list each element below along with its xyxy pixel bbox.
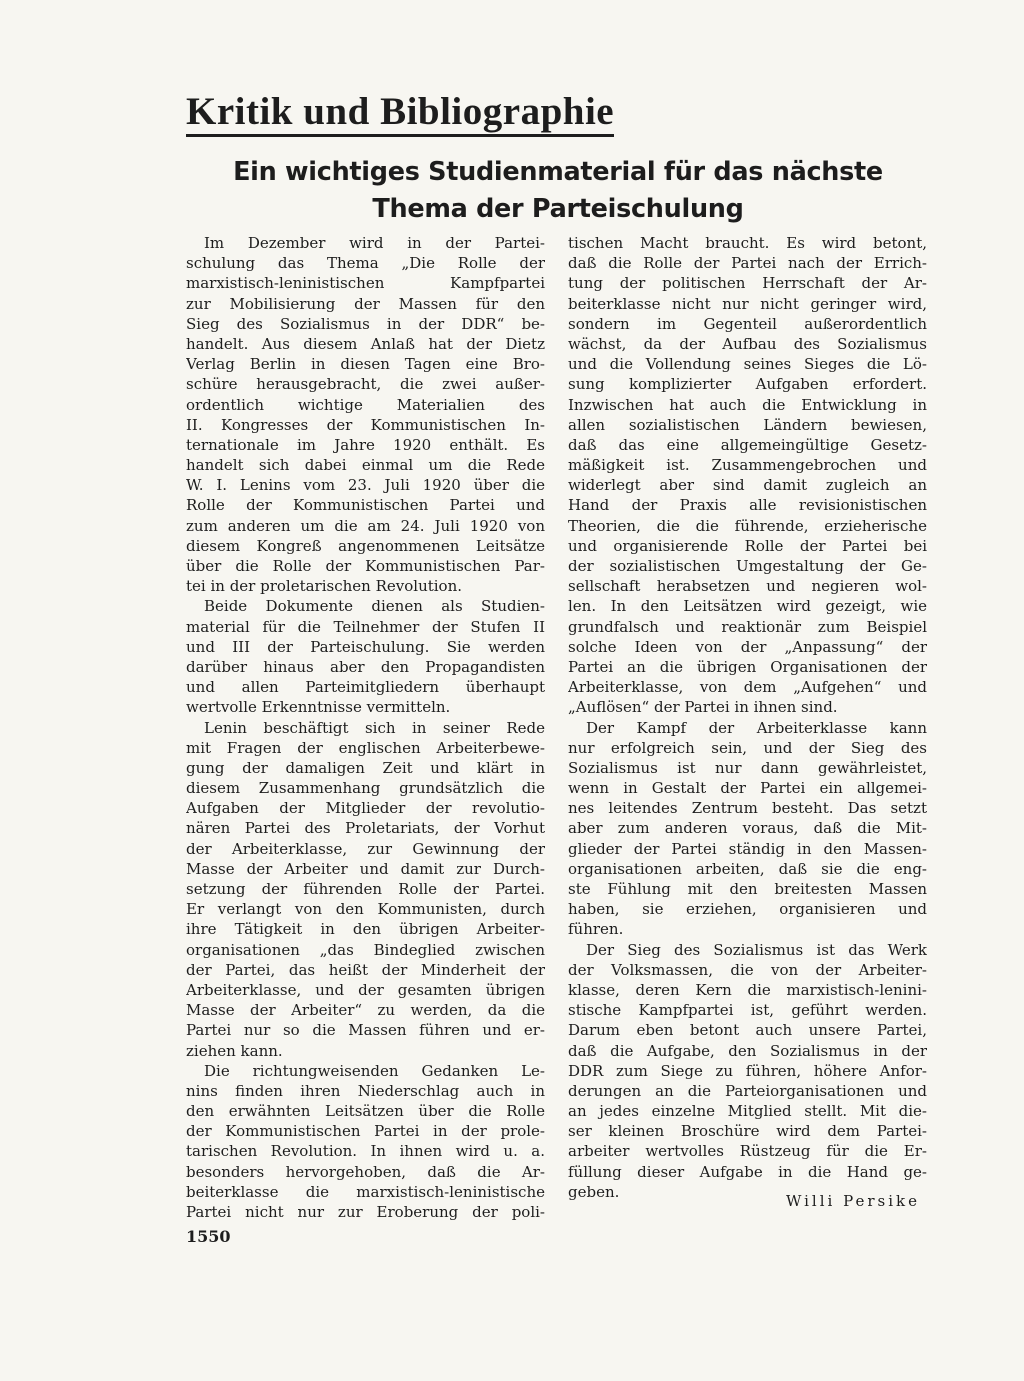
text-line: Er verlangt von den Kommunisten, durch [186,900,545,919]
text-line: der Volksmassen, die von der Arbeiter- [568,960,927,979]
text-line: und organisierende Rolle der Partei bei [568,536,927,555]
text-line: DDR zum Siege zu führen, höhere Anfor- [568,1061,927,1080]
text-line: der Arbeiterklasse, zur Gewinnung der [186,839,545,858]
text-line: tischen Macht braucht. Es wird betont, [568,234,927,252]
text-line: ordentlich wichtige Materialien des [186,395,545,414]
article-title-line-2: Thema der Parteischulung [372,194,744,224]
text-line: daß die Aufgabe, den Sozialismus in der [568,1041,927,1060]
text-line: führen. [568,920,624,939]
text-line: Inzwischen hat auch die Entwicklung in [568,395,927,414]
text-line: widerlegt aber sind damit zugleich an [568,476,927,495]
text-line: schulung das Thema „Die Rolle der [186,254,545,273]
right-text-column [568,233,927,1202]
section-heading: Kritik und Bibliographie [186,92,614,137]
text-line: an jedes einzelne Mitglied stellt. Mit die- [568,1102,927,1121]
text-line: den erwähnten Leitsätzen über die Rolle [186,1102,545,1121]
text-line: der sozialistischen Umgestaltung der Ge- [568,557,927,575]
text-line: allen sozialistischen Ländern bewiesen, [568,415,927,434]
text-line: Darum eben betont auch unsere Partei, [568,1021,927,1040]
text-line: beiterklasse die marxistisch-leninistische [186,1182,545,1201]
text-line: ternationale im Jahre 1920 enthält. Es [186,435,545,454]
text-line: setzung der führenden Rolle der Partei. [186,880,545,898]
text-line: wenn in Gestalt der Partei ein allgemei- [568,779,927,798]
text-line: Theorien, die die führende, erzieherische [568,516,927,535]
text-line: Lenin beschäftigt sich in seiner Rede [204,718,545,737]
text-line: und III der Parteischulung. Sie werden [186,637,545,656]
text-line: Aufgaben der Mitglieder der revolutio- [186,799,545,818]
text-line: schüre herausgebracht, die zwei außer- [186,375,545,394]
text-line: und die Vollendung seines Sieges die Lö- [568,355,927,374]
text-line: derungen an die Parteiorganisationen und [568,1081,927,1100]
text-line: Sieg des Sozialismus in der DDR“ be- [186,314,545,333]
text-line: W. I. Lenins vom 23. Juli 1920 über die [186,476,545,495]
text-line: Rolle der Kommunistischen Partei und [186,496,545,515]
text-line: Der Sieg des Sozialismus ist das Werk [586,940,927,959]
text-line: aber zum anderen voraus, daß die Mit- [568,819,927,838]
text-line: Die richtungweisenden Gedanken Le- [204,1061,545,1080]
text-line: len. In den Leitsätzen wird gezeigt, wie [568,597,927,616]
text-line: haben, sie erziehen, organisieren und [568,900,927,919]
text-line: besonders hervorgehoben, daß die Ar- [186,1162,545,1181]
text-line: geben. [568,1182,620,1201]
text-line: Partei nicht nur zur Eroberung der poli- [186,1203,545,1221]
text-line: mit Fragen der englischen Arbeiterbewe- [186,738,545,757]
text-line: zum anderen um die am 24. Juli 1920 von [186,516,545,535]
text-line: ste Fühlung mit den breitesten Massen [568,880,927,898]
text-line: nären Partei des Proletariats, der Vorhut [186,819,545,838]
text-line: Masse der Arbeiter“ zu werden, da die [186,1001,545,1020]
text-line: sondern im Gegenteil außerordentlich [568,314,927,333]
text-line: ihre Tätigkeit in den übrigen Arbeiter- [186,920,545,939]
text-line: II. Kongresses der Kommunistischen In- [186,415,545,434]
text-line: Der Kampf der Arbeiterklasse kann [586,718,927,737]
text-line: ser kleinen Broschüre wird dem Partei- [568,1122,927,1141]
text-line: tarischen Revolution. In ihnen wird u. a. [186,1142,545,1161]
text-line: glieder der Partei ständig in den Massen- [568,839,927,858]
text-line: Im Dezember wird in der Partei- [204,234,545,252]
text-line: stische Kampfpartei ist, geführt werden. [568,1001,927,1020]
text-line: und allen Parteimitgliedern überhaupt [186,678,545,697]
text-line: daß die Rolle der Partei nach der Errich- [568,254,927,273]
text-line: der Partei, das heißt der Minderheit der [186,960,545,979]
text-line: solche Ideen von der „Anpassung“ der [568,637,927,656]
article-title [186,154,930,228]
text-line: nur erfolgreich sein, und der Sieg des [568,738,927,757]
text-line: wächst, da der Aufbau des Sozialismus [568,334,927,353]
text-line: beiterklasse nicht nur nicht geringer wird, [568,294,927,313]
text-line: Partei an die übrigen Organisationen der [568,657,927,676]
text-line: diesem Zusammenhang grundsätzlich die [186,779,545,798]
text-line: zur Mobilisierung der Massen für den [186,294,545,313]
text-line: Arbeiterklasse, und der gesamten übrigen [186,980,545,999]
text-line: material für die Teilnehmer der Stufen II [186,617,545,636]
text-line: grundfalsch und reaktionär zum Beispiel [568,617,927,636]
text-line: „Auflösen“ der Partei in ihnen sind. [568,698,838,717]
text-line: Sozialismus ist nur dann gewährleistet, [568,758,927,777]
text-line: marxistisch-leninistischen Kampfpartei [186,274,545,293]
text-line: daß das eine allgemeingültige Gesetz- [568,435,927,454]
text-line: über die Rolle der Kommunistischen Par- [186,557,545,575]
text-line: nins finden ihren Niederschlag auch in [186,1081,545,1100]
text-line: handelt. Aus diesem Anlaß hat der Dietz [186,334,545,353]
text-line: mäßigkeit ist. Zusammengebrochen und [568,456,927,475]
text-line: nes leitendes Zentrum besteht. Das setzt [568,799,927,818]
text-line: Verlag Berlin in diesen Tagen eine Bro- [186,355,545,374]
text-line: ziehen kann. [186,1041,283,1060]
text-line: tei in der proletarischen Revolution. [186,577,463,596]
text-line: organisationen „das Bindeglied zwischen [186,940,545,959]
text-line: Partei nur so die Massen führen und er- [186,1021,545,1040]
page-number: 1550 [186,1227,231,1246]
text-line: Arbeiterklasse, von dem „Aufgehen“ und [568,678,927,697]
text-line: sellschaft herabsetzen und negieren wol- [568,577,927,596]
text-line: füllung dieser Aufgabe in die Hand ge- [568,1162,927,1181]
article-title-line-1: Ein wichtiges Studienmaterial für das nächste [233,157,883,187]
text-line: arbeiter wertvolles Rüstzeug für die Er- [568,1142,927,1161]
text-line: darüber hinaus aber den Propagandisten [186,657,545,676]
text-line: sung komplizierter Aufgaben erfordert. [568,375,927,394]
text-line: handelt sich dabei einmal um die Rede [186,456,545,475]
text-line: der Kommunistischen Partei in der prole- [186,1122,545,1141]
text-line: wertvolle Erkenntnisse vermitteln. [186,698,451,717]
left-text-column [186,233,545,1222]
text-line: Hand der Praxis alle revisionistischen [568,496,927,515]
text-line: diesem Kongreß angenommenen Leitsätze [186,536,545,555]
text-line: gung der damaligen Zeit und klärt in [186,758,545,777]
text-line: klasse, deren Kern die marxistisch-lenini- [568,980,927,999]
text-line: Masse der Arbeiter und damit zur Durch- [186,859,545,878]
text-line: organisationen arbeiten, daß sie die eng- [568,859,927,878]
text-line: Beide Dokumente dienen als Studien- [204,597,545,616]
text-line: tung der politischen Herrschaft der Ar- [568,274,927,293]
author-signature: Willi Persike [785,1192,920,1210]
